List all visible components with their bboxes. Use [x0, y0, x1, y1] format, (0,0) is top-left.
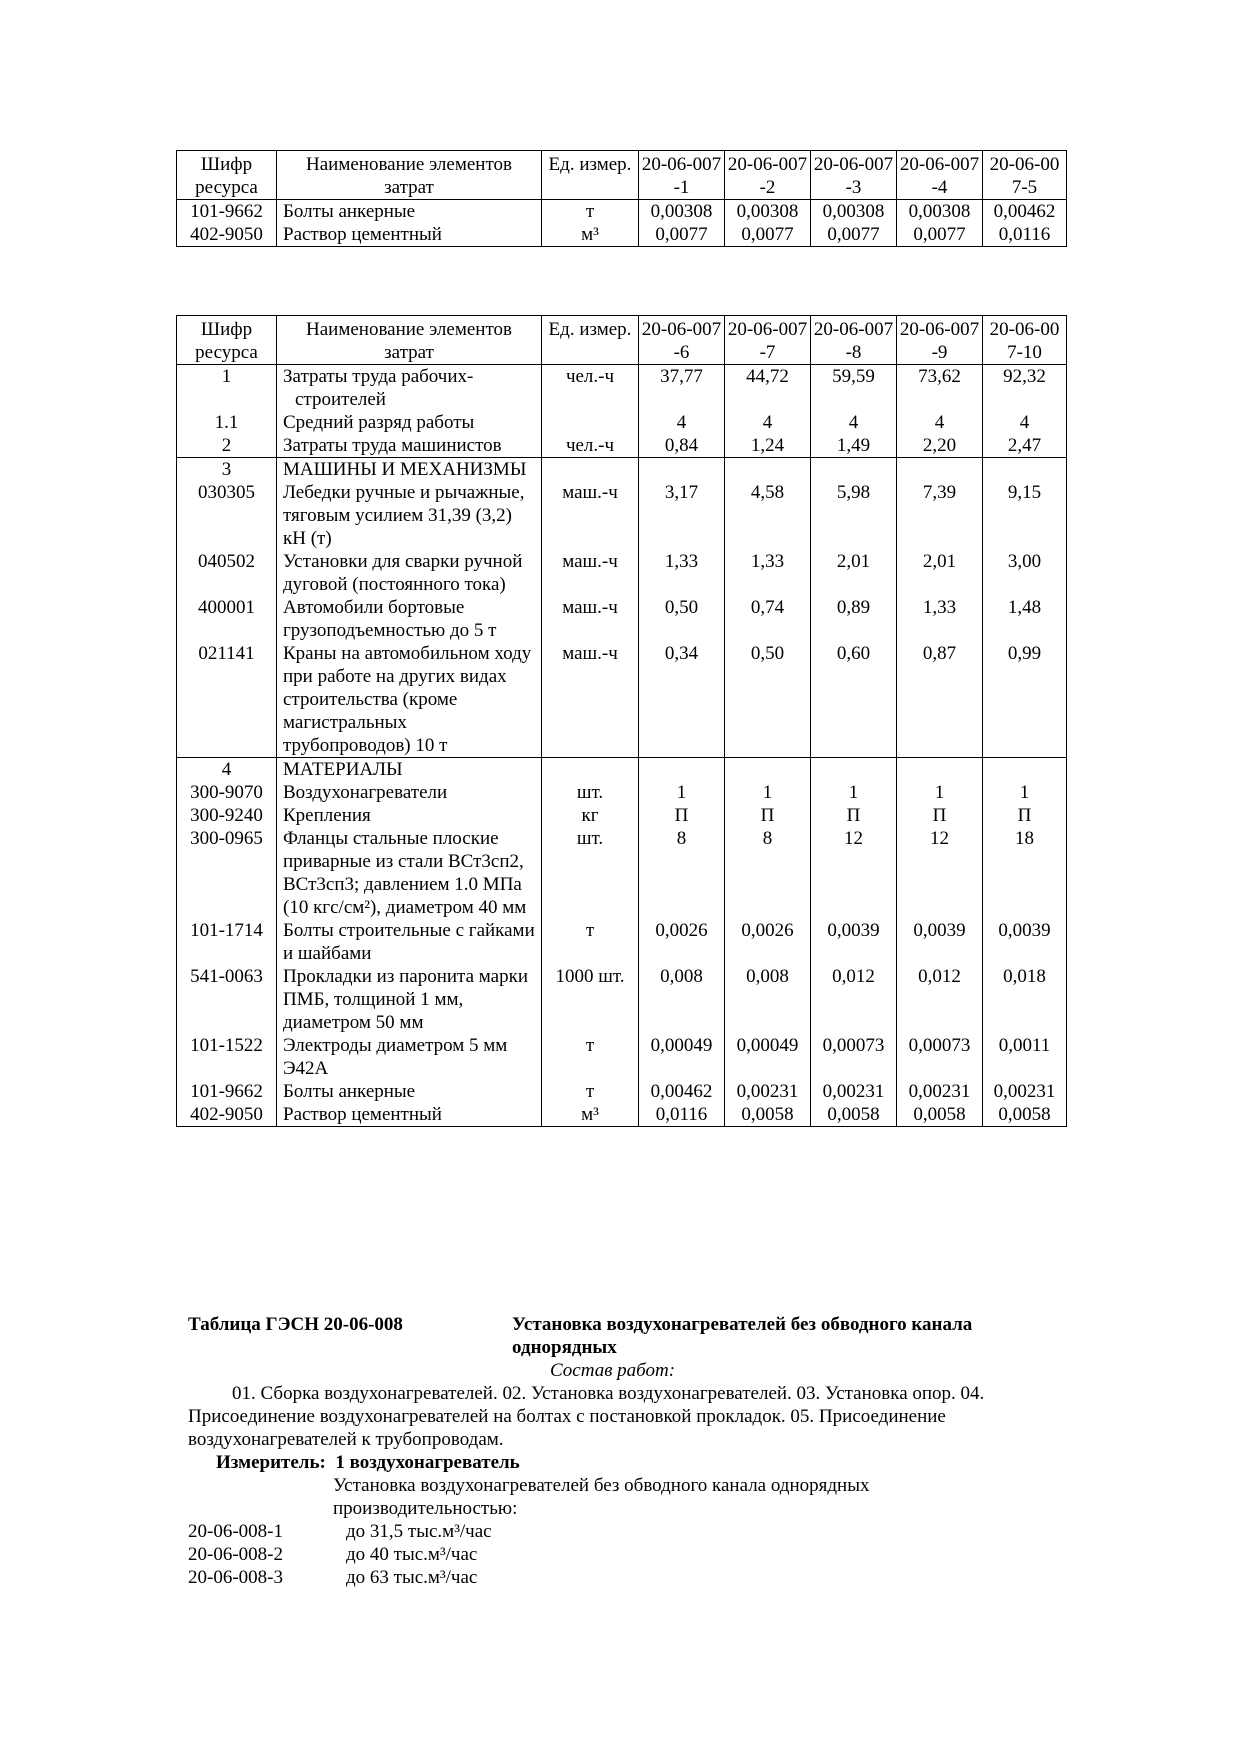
norm-value: 0,00308 — [811, 200, 897, 224]
table-row — [177, 550, 1067, 596]
resource-code: 4 — [177, 758, 277, 782]
unit: чел.-ч — [542, 365, 639, 412]
intro-line-2: производительностью: — [333, 1498, 518, 1519]
norm-value: 0,0058 — [983, 1103, 1067, 1127]
norm-value: 3,17 — [639, 481, 725, 550]
table-row — [177, 1034, 1067, 1080]
resource-name: МАШИНЫ И МЕХАНИЗМЫ — [277, 458, 542, 482]
table-header — [177, 316, 1067, 365]
resource-name: Крепления — [277, 804, 542, 827]
column-header: 20-06-007-7 — [725, 316, 811, 365]
norm-value: 1 — [811, 781, 897, 804]
norm-value: 1 — [639, 781, 725, 804]
unit: шт. — [542, 781, 639, 804]
norm-value — [725, 758, 811, 782]
norm-value: 1,33 — [897, 596, 983, 642]
resource-name: Раствор цементный — [277, 223, 542, 247]
norm-value — [725, 458, 811, 482]
norm-value: 0,00462 — [639, 1080, 725, 1103]
norm-value: 0,00231 — [725, 1080, 811, 1103]
column-header: 20-06-007-2 — [725, 151, 811, 200]
item-code: 20-06-008-2 — [188, 1544, 283, 1565]
unit: м³ — [542, 223, 639, 247]
norm-value: 0,0039 — [897, 919, 983, 965]
norm-value: 1 — [983, 781, 1067, 804]
column-header: 20-06-007-4 — [897, 151, 983, 200]
norm-value: 0,018 — [983, 965, 1067, 1034]
norm-value: 1,33 — [725, 550, 811, 596]
norm-value: 0,50 — [639, 596, 725, 642]
norm-value: 2,47 — [983, 434, 1067, 458]
resource-name: Лебедки ручные и рычажные, тяговым усилием 31,39 (3,2) кН (т) — [277, 481, 542, 550]
resource-code: 1 — [177, 365, 277, 412]
resource-name: МАТЕРИАЛЫ — [277, 758, 542, 782]
norm-value: 4 — [639, 411, 725, 434]
resource-code: 300-9240 — [177, 804, 277, 827]
table-row — [177, 223, 1067, 247]
norm-value — [897, 758, 983, 782]
item-description: до 31,5 тыс.м³/час — [346, 1521, 492, 1542]
norm-value: 0,00308 — [897, 200, 983, 224]
norm-value: 8 — [725, 827, 811, 919]
norm-value: 2,20 — [897, 434, 983, 458]
norm-value: 0,00231 — [983, 1080, 1067, 1103]
norm-value: 0,0077 — [811, 223, 897, 247]
resource-code: 2 — [177, 434, 277, 458]
norm-value: П — [811, 804, 897, 827]
norm-value: 7,39 — [897, 481, 983, 550]
intro-line-1: Установка воздухонагревателей без обводного канала однорядных — [333, 1475, 870, 1496]
resource-name: Болты анкерные — [277, 1080, 542, 1103]
norm-value: 59,59 — [811, 365, 897, 412]
norm-value: 0,0058 — [811, 1103, 897, 1127]
norm-value: 0,87 — [897, 642, 983, 758]
norm-value: 0,34 — [639, 642, 725, 758]
table-row — [177, 411, 1067, 434]
resource-code: 030305 — [177, 481, 277, 550]
composition-text: 01. Сборка воздухонагревателей. 02. Установка воздухонагревателей. 03. Установка опор. 04. Присоединение воздухонагревателей на болтах с постановкой прокладок. 05. Присоединение воздухонагревателей к трубопроводам. — [188, 1383, 985, 1450]
unit: т — [542, 919, 639, 965]
column-header: 20-06-007-10 — [983, 316, 1067, 365]
norm-value: 0,0116 — [983, 223, 1067, 247]
norm-value — [983, 458, 1067, 482]
unit: маш.-ч — [542, 481, 639, 550]
table-header — [177, 151, 1067, 200]
column-header: Шифр ресурса — [177, 316, 277, 365]
resource-code: 3 — [177, 458, 277, 482]
norm-value: 18 — [983, 827, 1067, 919]
resource-code: 101-9662 — [177, 1080, 277, 1103]
norm-value: 3,00 — [983, 550, 1067, 596]
resource-code: 402-9050 — [177, 1103, 277, 1127]
unit: 1000 шт. — [542, 965, 639, 1034]
norm-value: 2,01 — [897, 550, 983, 596]
item-code: 20-06-008-1 — [188, 1521, 283, 1542]
norm-value: 4 — [897, 411, 983, 434]
column-header: Шифр ресурса — [177, 151, 277, 200]
column-header: Наименование элементов затрат — [277, 316, 542, 365]
unit: маш.-ч — [542, 550, 639, 596]
table-row — [177, 804, 1067, 827]
item-description: до 63 тыс.м³/час — [346, 1567, 478, 1588]
table-row — [177, 481, 1067, 550]
table-row — [177, 1103, 1067, 1127]
resource-code: 101-1522 — [177, 1034, 277, 1080]
norm-value: 1 — [897, 781, 983, 804]
norm-value: 0,0011 — [983, 1034, 1067, 1080]
norm-value: 0,012 — [897, 965, 983, 1034]
resource-name: Прокладки из паронита марки ПМБ, толщиной 1 мм, диаметром 50 мм — [277, 965, 542, 1034]
resource-code: 400001 — [177, 596, 277, 642]
norm-value: 1,49 — [811, 434, 897, 458]
norm-value: 5,98 — [811, 481, 897, 550]
table-row — [177, 434, 1067, 458]
norm-value: 0,008 — [639, 965, 725, 1034]
norm-value: 0,00231 — [811, 1080, 897, 1103]
composition-heading: Состав работ: — [550, 1360, 676, 1381]
norm-value: 4,58 — [725, 481, 811, 550]
norm-value: 0,00049 — [725, 1034, 811, 1080]
norm-value: 0,0077 — [725, 223, 811, 247]
norm-value: 2,01 — [811, 550, 897, 596]
norm-value — [639, 758, 725, 782]
unit — [542, 458, 639, 482]
norm-value: 0,008 — [725, 965, 811, 1034]
norm-value: 0,00231 — [897, 1080, 983, 1103]
resource-name: Автомобили бортовые грузоподъемностью до 5 т — [277, 596, 542, 642]
resource-name: Затраты труда рабочих-строителей — [277, 365, 542, 412]
item-row — [188, 1543, 492, 1566]
norm-value: 0,0058 — [725, 1103, 811, 1127]
norm-value: П — [725, 804, 811, 827]
norm-value — [811, 758, 897, 782]
unit: маш.-ч — [542, 642, 639, 758]
norm-value: 0,0039 — [983, 919, 1067, 965]
item-description: до 40 тыс.м³/час — [346, 1544, 478, 1565]
measure-label: Измеритель: — [216, 1452, 326, 1473]
table-title: Установка воздухонагревателей без обводного канала однорядных — [512, 1314, 973, 1358]
table-label: Таблица ГЭСН 20-06-008 — [188, 1314, 403, 1335]
resource-code: 040502 — [177, 550, 277, 596]
resource-code: 1.1 — [177, 411, 277, 434]
unit: т — [542, 1034, 639, 1080]
table-row — [177, 200, 1067, 224]
resource-name: Электроды диаметром 5 мм Э42А — [277, 1034, 542, 1080]
measure-value: 1 воздухонагреватель — [335, 1452, 520, 1473]
column-header: 20-06-007-9 — [897, 316, 983, 365]
resource-code: 300-0965 — [177, 827, 277, 919]
unit: т — [542, 200, 639, 224]
column-header: 20-06-007-3 — [811, 151, 897, 200]
resource-name: Средний разряд работы — [277, 411, 542, 434]
norm-value: П — [897, 804, 983, 827]
unit: кг — [542, 804, 639, 827]
norm-value: 73,62 — [897, 365, 983, 412]
measure-line — [216, 1451, 520, 1474]
item-code: 20-06-008-3 — [188, 1567, 283, 1588]
norm-value: 0,0058 — [897, 1103, 983, 1127]
resource-name: Раствор цементный — [277, 1103, 542, 1127]
norm-value: 92,32 — [983, 365, 1067, 412]
resource-name: Воздухонагреватели — [277, 781, 542, 804]
norm-value: 0,0039 — [811, 919, 897, 965]
norm-value: 0,60 — [811, 642, 897, 758]
norm-value: 44,72 — [725, 365, 811, 412]
resource-name: Фланцы стальные плоские приварные из стали ВСт3сп2, ВСт3сп3; давлением 1.0 МПа (10 кгс/см²), диаметром 40 мм — [277, 827, 542, 919]
norm-value: 0,89 — [811, 596, 897, 642]
norm-value: 0,00308 — [725, 200, 811, 224]
norm-value: 12 — [897, 827, 983, 919]
column-header: Ед. измер. — [542, 151, 639, 200]
norm-value: 1,33 — [639, 550, 725, 596]
table-row — [177, 965, 1067, 1034]
norm-value: 0,0026 — [639, 919, 725, 965]
column-header: Наименование элементов затрат — [277, 151, 542, 200]
column-header: 20-06-007-1 — [639, 151, 725, 200]
norm-value: 0,00073 — [897, 1034, 983, 1080]
norm-value — [897, 458, 983, 482]
resource-name: Болты анкерные — [277, 200, 542, 224]
resource-code: 101-9662 — [177, 200, 277, 224]
unit: шт. — [542, 827, 639, 919]
norm-value: 0,00049 — [639, 1034, 725, 1080]
norm-value: 0,00073 — [811, 1034, 897, 1080]
unit — [542, 411, 639, 434]
resource-name: Болты строительные с гайками и шайбами — [277, 919, 542, 965]
resource-table-007-1-5 — [176, 150, 1067, 247]
norm-value: 0,74 — [725, 596, 811, 642]
norm-value — [983, 758, 1067, 782]
norm-value: 0,00462 — [983, 200, 1067, 224]
norm-value: 8 — [639, 827, 725, 919]
norm-value: 12 — [811, 827, 897, 919]
norm-value: 0,50 — [725, 642, 811, 758]
norm-value: П — [639, 804, 725, 827]
unit: чел.-ч — [542, 434, 639, 458]
table-row — [177, 642, 1067, 758]
norm-value: 1,24 — [725, 434, 811, 458]
table-row — [177, 827, 1067, 919]
resource-code: 021141 — [177, 642, 277, 758]
norm-value: 0,012 — [811, 965, 897, 1034]
table-row — [177, 758, 1067, 782]
resource-name: Затраты труда машинистов — [277, 434, 542, 458]
table-row — [177, 1080, 1067, 1103]
item-row — [188, 1566, 492, 1589]
norm-value: 1,48 — [983, 596, 1067, 642]
norm-value — [811, 458, 897, 482]
unit: м³ — [542, 1103, 639, 1127]
norm-value: 1 — [725, 781, 811, 804]
norm-value: 4 — [811, 411, 897, 434]
item-list — [188, 1520, 492, 1589]
norm-value: 0,0116 — [639, 1103, 725, 1127]
table-row — [177, 458, 1067, 482]
norm-value: 0,84 — [639, 434, 725, 458]
norm-value: 0,0026 — [725, 919, 811, 965]
unit: маш.-ч — [542, 596, 639, 642]
norm-value: 37,77 — [639, 365, 725, 412]
table-row — [177, 781, 1067, 804]
resource-code: 300-9070 — [177, 781, 277, 804]
norm-value: 0,99 — [983, 642, 1067, 758]
table-row — [177, 919, 1067, 965]
norm-value: 0,0077 — [639, 223, 725, 247]
unit — [542, 758, 639, 782]
resource-code: 402-9050 — [177, 223, 277, 247]
column-header: 20-06-007-6 — [639, 316, 725, 365]
column-header: Ед. измер. — [542, 316, 639, 365]
norm-value — [639, 458, 725, 482]
norm-value: 0,0077 — [897, 223, 983, 247]
norm-value: 9,15 — [983, 481, 1067, 550]
resource-table-007-6-10 — [176, 315, 1067, 1127]
item-row — [188, 1520, 492, 1543]
table-row — [177, 596, 1067, 642]
table-row — [177, 365, 1067, 412]
unit: т — [542, 1080, 639, 1103]
resource-name: Установки для сварки ручной дуговой (постоянного тока) — [277, 550, 542, 596]
resource-name: Краны на автомобильном ходу при работе на других видах строительства (кроме магистральных трубопроводов) 10 т — [277, 642, 542, 758]
column-header: 20-06-007-5 — [983, 151, 1067, 200]
norm-value: 4 — [725, 411, 811, 434]
resource-code: 541-0063 — [177, 965, 277, 1034]
norm-value: П — [983, 804, 1067, 827]
norm-value: 0,00308 — [639, 200, 725, 224]
resource-code: 101-1714 — [177, 919, 277, 965]
norm-value: 4 — [983, 411, 1067, 434]
column-header: 20-06-007-8 — [811, 316, 897, 365]
